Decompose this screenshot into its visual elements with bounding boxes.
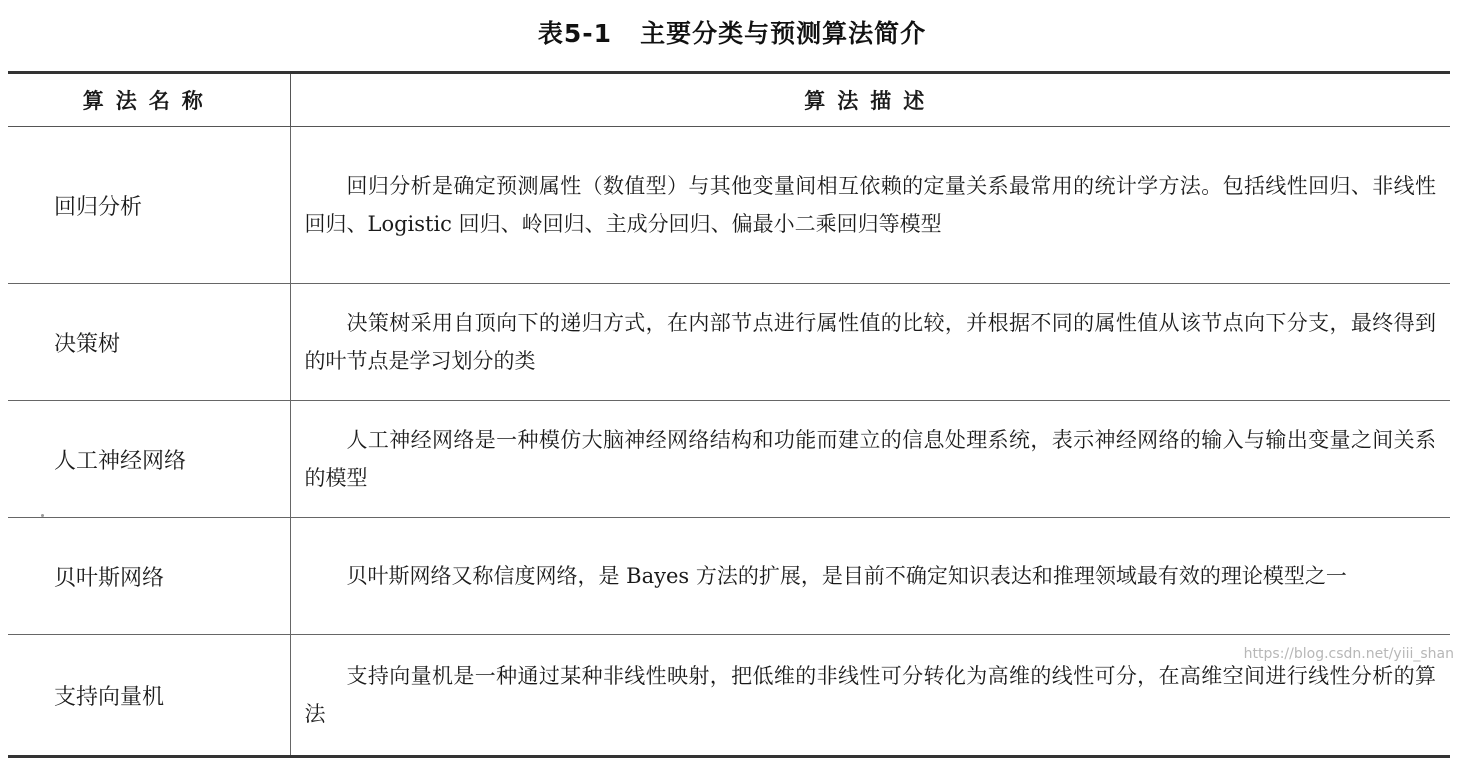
table-row: [8, 127, 1450, 284]
algorithm-name: 支持向量机: [8, 635, 290, 757]
table-row: [8, 635, 1450, 757]
algorithm-description: 贝叶斯网络又称信度网络，是 Bayes 方法的扩展，是目前不确定知识表达和推理领域最有效的理论模型之一: [290, 518, 1450, 635]
scan-speck: [41, 514, 44, 517]
algorithm-name: 贝叶斯网络: [8, 518, 290, 635]
algorithm-description: 人工神经网络是一种模仿大脑神经网络结构和功能而建立的信息处理系统，表示神经网络的输入与输出变量之间关系的模型: [290, 401, 1450, 518]
column-header-description: 算法描述: [290, 73, 1450, 127]
algorithm-name: 决策树: [8, 284, 290, 401]
table-title: 主要分类与预测算法简介: [640, 19, 927, 48]
algorithm-description: 支持向量机是一种通过某种非线性映射，把低维的非线性可分转化为高维的线性可分，在高维空间进行线性分析的算法: [290, 635, 1450, 757]
algorithm-description: 回归分析是确定预测属性（数值型）与其他变量间相互依赖的定量关系最常用的统计学方法。包括线性回归、非线性回归、Logistic 回归、岭回归、主成分回归、偏最小二乘回归等模型: [290, 127, 1450, 284]
table-row: [8, 518, 1450, 635]
watermark: https://blog.csdn.net/yiii_shan: [1243, 646, 1454, 662]
table-row: [8, 284, 1450, 401]
column-header-name: 算法名称: [8, 73, 290, 127]
table-row: [8, 401, 1450, 518]
algorithm-name: 回归分析: [8, 127, 290, 284]
algorithm-description: 决策树采用自顶向下的递归方式，在内部节点进行属性值的比较，并根据不同的属性值从该节点向下分支，最终得到的叶节点是学习划分的类: [290, 284, 1450, 401]
algorithm-table: [8, 71, 1450, 758]
table-caption: [0, 14, 1464, 50]
table-number: 表5-1: [537, 19, 613, 48]
header-row: [8, 73, 1450, 127]
algorithm-name: 人工神经网络: [8, 401, 290, 518]
